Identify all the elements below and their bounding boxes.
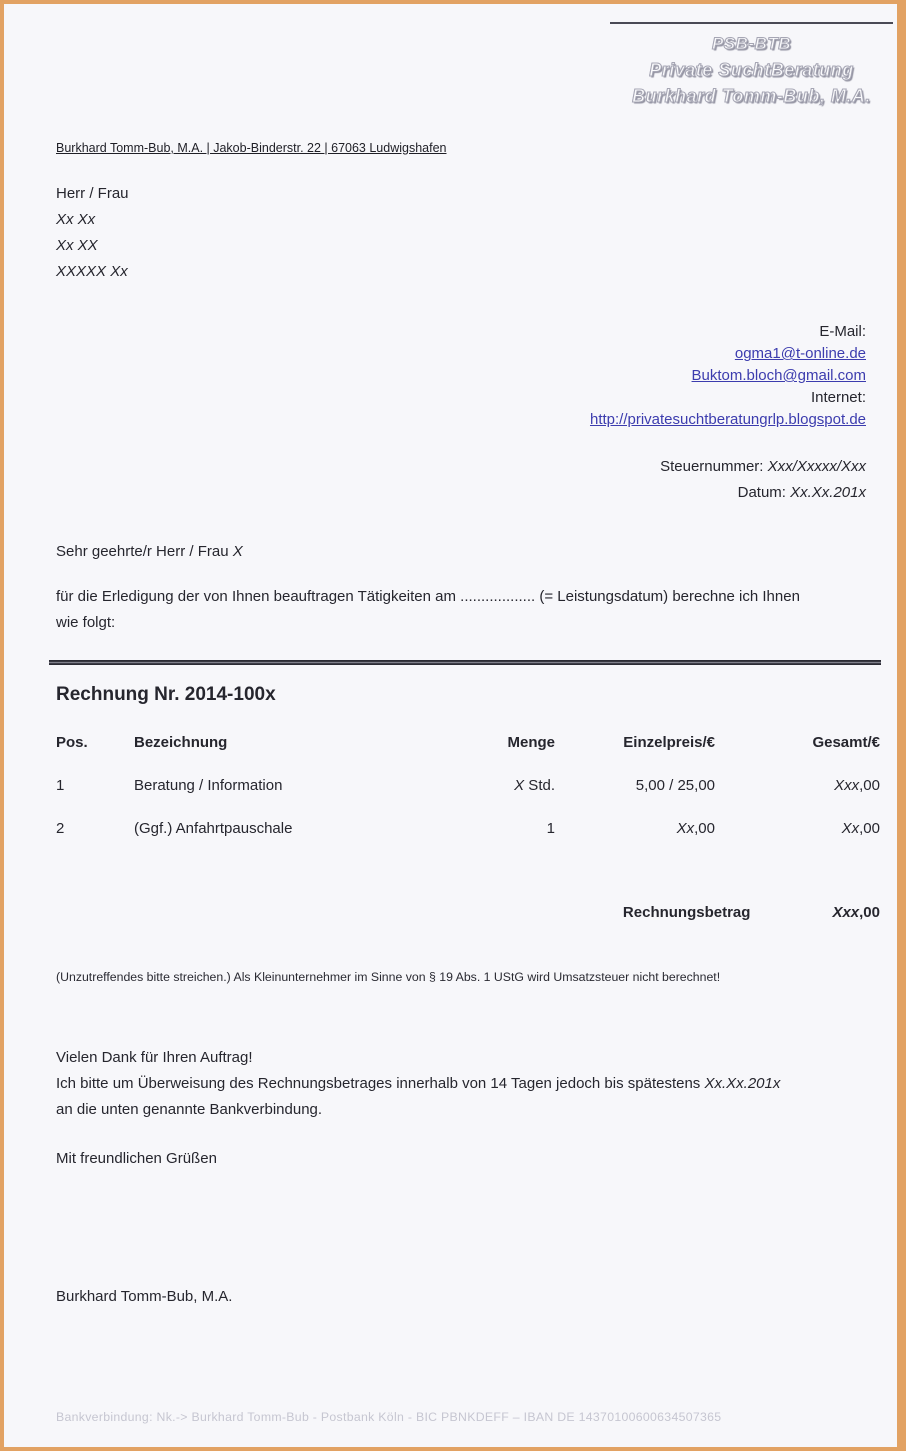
email-link-primary[interactable]: ogma1@t-online.de	[734, 345, 866, 362]
table-row	[56, 777, 880, 794]
row2-total	[715, 820, 880, 837]
bank-details-footer: Bankverbindung: Nk.-> Burkhard Tomm-Bub - Postbank Köln - BIC PBNKDEFF – IBAN DE 14370100600634507365	[56, 1410, 722, 1424]
total-value-decimals: ,00	[859, 904, 880, 921]
tax-number-line	[660, 454, 866, 480]
email-label: E-Mail:	[819, 323, 866, 340]
invoice-title: Rechnung Nr. 2014-100x	[56, 684, 276, 705]
col-header-bezeichnung: Bezeichnung	[134, 734, 228, 751]
thanks-line-2-text: Ich bitte um Überweisung des Rechnungsbetrages innerhalb von 14 Tagen jedoch bis spätestens	[56, 1075, 705, 1092]
salutation-placeholder: X	[232, 543, 243, 560]
sender-return-address: Burkhard Tomm-Bub, M.A. | Jakob-Binderstr. 22 | 67063 Ludwigshafen	[56, 141, 447, 155]
closing-paragraph	[56, 1045, 866, 1123]
thanks-line-1: Vielen Dank für Ihren Auftrag!	[56, 1049, 253, 1066]
total-label: Rechnungsbetrag	[622, 904, 751, 921]
recipient-address-block	[56, 181, 129, 285]
internet-label: Internet:	[810, 389, 866, 406]
row1-unit-value: 5,00 / 25,00	[635, 777, 715, 794]
row2-unit-decimals: ,00	[694, 820, 715, 837]
row1-qty-unit: Std.	[524, 777, 555, 794]
row2-quantity	[440, 820, 555, 837]
col-header-pos: Pos.	[56, 734, 88, 751]
recipient-street: Xx XX	[56, 237, 98, 254]
email-link-secondary[interactable]: Buktom.bloch@gmail.com	[691, 367, 866, 384]
salutation-text: Sehr geehrte/r Herr / Frau	[56, 543, 233, 560]
row1-description: Beratung / Information	[134, 777, 283, 794]
col-header-gesamt: Gesamt/€	[812, 734, 880, 751]
row1-total	[715, 777, 880, 794]
row2-total-placeholder: Xx	[841, 820, 860, 837]
regards-line: Mit freundlichen Grüßen	[56, 1150, 217, 1167]
row2-total-decimals: ,00	[859, 820, 880, 837]
tax-label: Steuernummer:	[660, 458, 768, 475]
row1-total-placeholder: Xxx	[834, 777, 860, 794]
invoice-total-row	[56, 904, 880, 921]
recipient-salutation: Herr / Frau	[56, 185, 129, 202]
row1-unit-price	[555, 777, 715, 794]
thanks-line-3: an die unten genannte Bankverbindung.	[56, 1101, 323, 1118]
row1-total-decimals: ,00	[859, 777, 880, 794]
smallprint-note: (Unzutreffendes bitte streichen.) Als Kleinunternehmer im Sinne von § 19 Abs. 1 UStG wird Umsatzsteuer nicht berechnet!	[56, 970, 721, 984]
row1-quantity	[440, 777, 555, 794]
invoice-table-header	[56, 734, 880, 751]
row2-unit-price	[555, 820, 715, 837]
date-label: Datum:	[737, 484, 791, 501]
intro-line-1: für die Erledigung der von Ihnen beauftragen Tätigkeiten am .................. (= Leistungsdatum) berechne ich Ihnen	[56, 588, 800, 605]
section-divider	[49, 660, 881, 665]
contact-block	[590, 321, 866, 431]
thanks-line-2	[56, 1071, 866, 1097]
logo-line-private-suchtberatung: Private SuchtBeratung	[649, 60, 854, 80]
row1-qty-placeholder: X	[514, 777, 525, 794]
row2-pos: 2	[56, 820, 65, 837]
date-value: Xx.Xx.201x	[790, 484, 866, 501]
signature-name: Burkhard Tomm-Bub, M.A.	[56, 1288, 233, 1305]
total-value-placeholder: Xxx	[832, 904, 860, 921]
row2-unit-placeholder: Xx	[676, 820, 695, 837]
letter-salutation	[56, 543, 243, 560]
tax-value: Xxx/Xxxxx/Xxx	[767, 458, 866, 475]
total-value	[832, 904, 880, 921]
intro-line-2: wie folgt:	[56, 614, 116, 631]
logo-line-psb-btb: PSB-BTB	[711, 34, 792, 53]
thanks-line-2-date: Xx.Xx.201x	[704, 1075, 781, 1092]
col-header-menge: Menge	[507, 734, 555, 751]
letterhead-logo	[610, 22, 893, 109]
logo-line-author: Burkhard Tomm-Bub, M.A.	[632, 86, 871, 106]
table-row	[56, 820, 880, 837]
col-header-einzelpreis: Einzelpreis/€	[623, 734, 715, 751]
row1-pos: 1	[56, 777, 65, 794]
recipient-city: XXXXX Xx	[56, 263, 128, 280]
row2-description: (Ggf.) Anfahrtpauschale	[134, 820, 293, 837]
date-line	[660, 480, 866, 506]
recipient-name: Xx Xx	[56, 211, 96, 228]
intro-paragraph	[56, 584, 856, 636]
row2-qty-value: 1	[546, 820, 555, 837]
website-link[interactable]: http://privatesuchtberatungrlp.blogspot.de	[589, 411, 866, 428]
meta-block	[660, 454, 866, 506]
